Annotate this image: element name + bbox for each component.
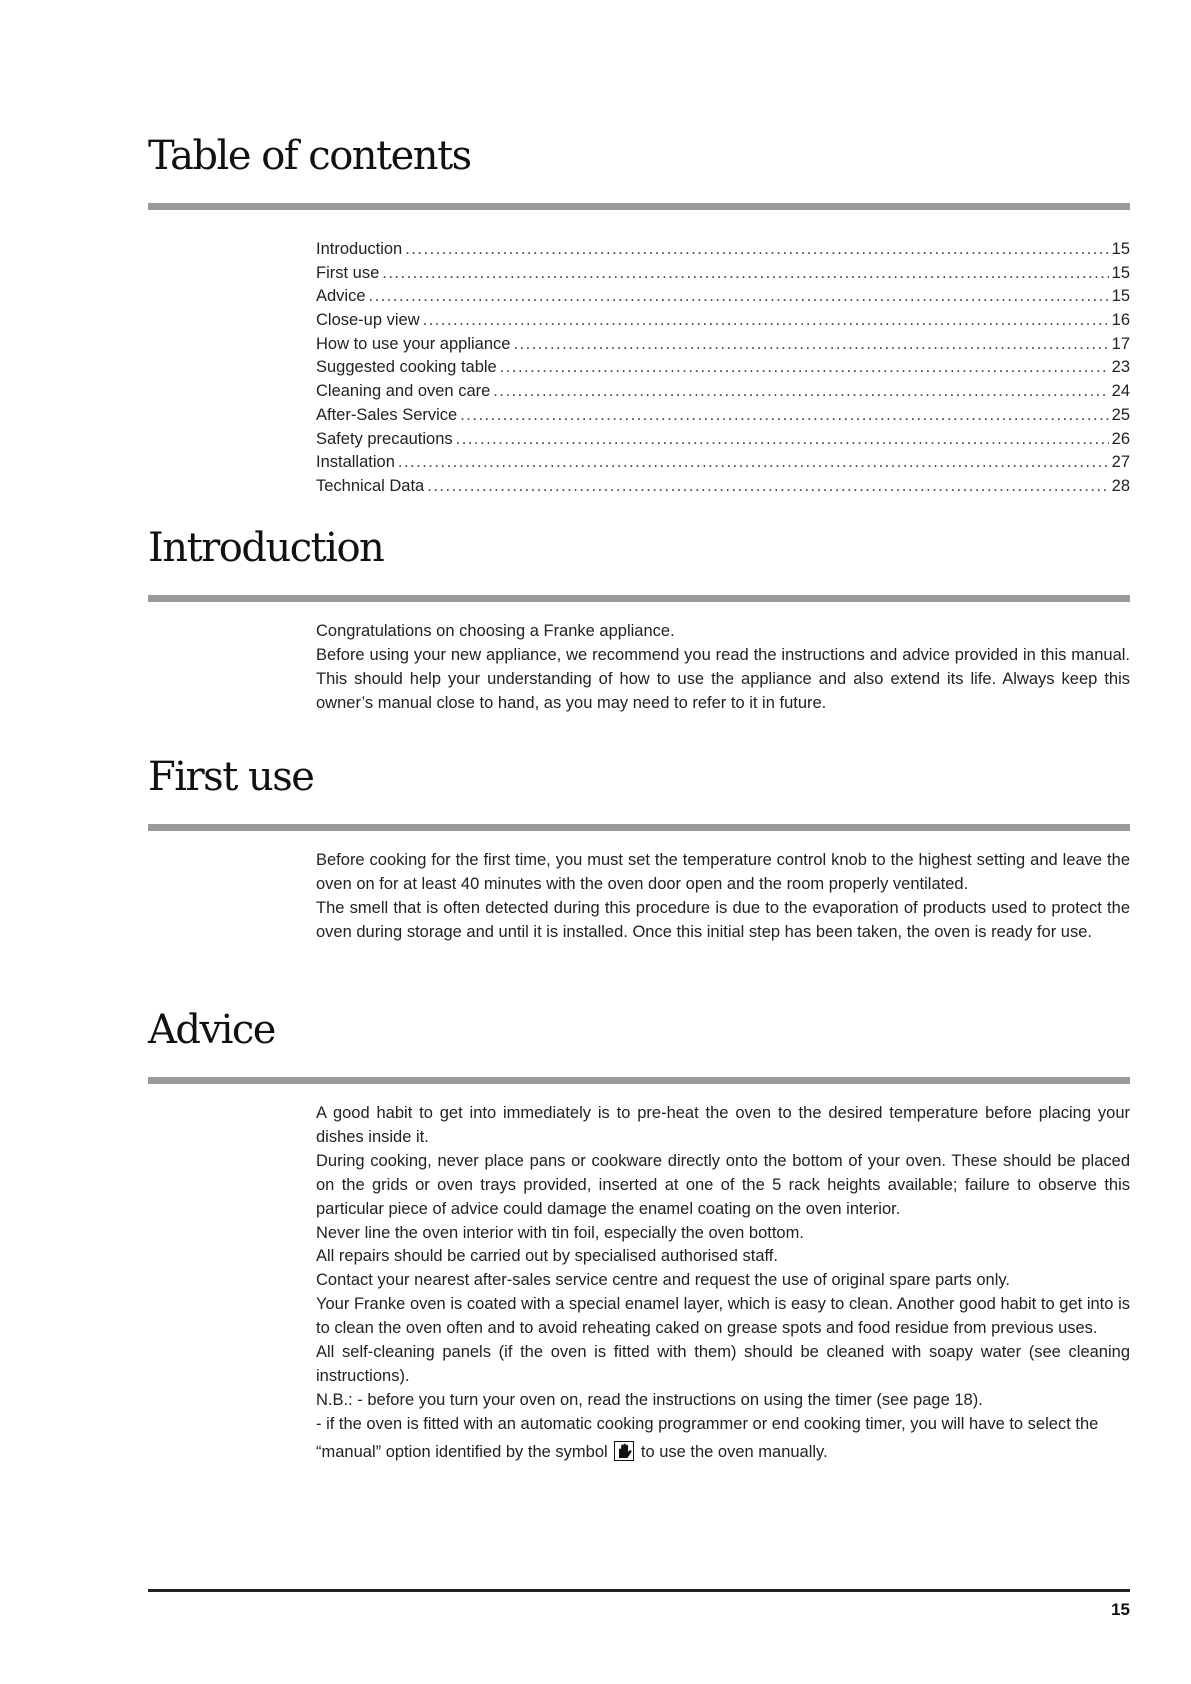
toc-item-safety[interactable] — [316, 428, 1130, 452]
toc-leader-dots — [369, 285, 1109, 309]
advice-final-text-before: “manual” option identified by the symbol — [316, 1442, 608, 1461]
toc-item-close-up-view[interactable] — [316, 309, 1130, 333]
toc-leader-dots — [427, 475, 1108, 499]
toc-item-label: Technical Data — [316, 476, 425, 495]
toc-leader-dots — [398, 451, 1109, 475]
toc-item-introduction[interactable] — [316, 238, 1130, 262]
toc-item-cooking-table[interactable] — [316, 356, 1130, 380]
toc-leader-dots — [405, 238, 1108, 262]
first-use-paragraph: The smell that is often detected during this procedure is due to the evaporation of products used to protect the oven during storage and until it is installed. Once this initial step has been taken, the oven is ready for use. — [316, 898, 1130, 941]
toc-item-how-to-use[interactable] — [316, 333, 1130, 357]
toc-heading: Table of contents — [148, 133, 471, 179]
toc-leader-dots — [423, 309, 1109, 333]
toc-item-page: 15 — [1111, 263, 1130, 282]
advice-paragraph: A good habit to get into immediately is to pre-heat the oven to the desired temperature before placing your dishes inside it. — [316, 1104, 1130, 1146]
advice-paragraph: - if the oven is fitted with an automatic cooking programmer or end cooking timer, you will have to select the — [316, 1414, 1099, 1433]
toc-item-page: 16 — [1111, 311, 1130, 330]
toc-item-technical-data[interactable] — [316, 475, 1130, 499]
toc-item-advice[interactable] — [316, 285, 1130, 309]
advice-paragraph: All self-cleaning panels (if the oven is fitted with them) should be cleaned with soapy water (see cleaning instructions). — [316, 1343, 1130, 1385]
introduction-body — [316, 620, 1130, 716]
toc-leader-dots — [493, 380, 1108, 404]
first-use-heading: First use — [148, 754, 314, 800]
toc-leader-dots — [460, 404, 1108, 428]
advice-final-text-after: to use the oven manually. — [640, 1442, 828, 1461]
first-use-body — [316, 849, 1130, 945]
toc-item-label: Advice — [316, 287, 366, 306]
toc-item-cleaning[interactable] — [316, 380, 1130, 404]
toc-item-label: How to use your appliance — [316, 334, 511, 353]
toc-item-page: 24 — [1111, 382, 1130, 401]
advice-body — [316, 1102, 1130, 1465]
toc-rule — [148, 203, 1130, 210]
toc-item-page: 15 — [1111, 240, 1130, 258]
toc-item-page: 23 — [1111, 358, 1130, 377]
toc-item-label: Installation — [316, 453, 395, 472]
toc-item-page: 17 — [1111, 334, 1130, 353]
toc-item-installation[interactable] — [316, 451, 1130, 475]
toc-item-label: First use — [316, 263, 380, 282]
introduction-paragraph: Before using your new appliance, we recommend you read the instructions and advice provided in this manual. This should help your understanding of how to use the appliance and also extend its life. Always keep this owner’s manual close to hand, as you may need to refer to it in future. — [316, 645, 1130, 712]
toc-leader-dots — [513, 333, 1108, 357]
advice-final-line — [316, 1441, 1130, 1465]
toc-item-label: Introduction — [316, 240, 403, 258]
introduction-paragraph: Congratulations on choosing a Franke appliance. — [316, 622, 675, 640]
toc-item-label: After-Sales Service — [316, 405, 458, 424]
toc-leader-dots — [500, 356, 1109, 380]
advice-paragraph: Your Franke oven is coated with a special enamel layer, which is easy to clean. Another good habit to get into is to clean the oven often and to avoid reheating caked on grease spots and food residue from previous uses. — [316, 1295, 1130, 1338]
page-number: 15 — [1111, 1600, 1130, 1619]
toc-item-label: Suggested cooking table — [316, 358, 497, 377]
toc-item-page: 15 — [1111, 287, 1130, 306]
toc-item-page: 25 — [1111, 405, 1130, 424]
advice-rule — [148, 1077, 1130, 1084]
toc-leader-dots — [382, 262, 1108, 286]
toc-item-page: 28 — [1111, 476, 1130, 495]
toc-item-page: 27 — [1111, 453, 1130, 472]
toc-list — [316, 238, 1130, 499]
advice-paragraph: During cooking, never place pans or cookware directly onto the bottom of your oven. These should be placed on the grids or oven trays provided, inserted at one of the 5 rack heights available; failure to observe this particular piece of advice could damage the enamel coating on the oven interior. — [316, 1151, 1130, 1218]
toc-item-first-use[interactable] — [316, 262, 1130, 286]
advice-paragraph: Never line the oven interior with tin foil, especially the oven bottom. — [316, 1223, 804, 1242]
toc-item-label: Cleaning and oven care — [316, 382, 491, 401]
introduction-heading: Introduction — [148, 525, 384, 571]
toc-item-page: 26 — [1111, 429, 1130, 448]
first-use-paragraph: Before cooking for the first time, you must set the temperature control knob to the highest setting and leave the oven on for at least 40 minutes with the oven door open and the room properly ventilated. — [316, 851, 1130, 893]
toc-item-after-sales[interactable] — [316, 404, 1130, 428]
advice-paragraph: All repairs should be carried out by specialised authorised staff. — [316, 1247, 778, 1266]
footer-rule — [148, 1589, 1130, 1592]
hand-icon — [614, 1441, 634, 1461]
toc-item-label: Safety precautions — [316, 429, 453, 448]
toc-leader-dots — [456, 428, 1109, 452]
first-use-rule — [148, 824, 1130, 831]
advice-paragraph: N.B.: - before you turn your oven on, read the instructions on using the timer (see page 18). — [316, 1390, 983, 1409]
advice-heading: Advice — [148, 1007, 275, 1053]
toc-item-label: Close-up view — [316, 311, 420, 330]
introduction-rule — [148, 595, 1130, 602]
advice-paragraph: Contact your nearest after-sales service centre and request the use of original spare parts only. — [316, 1271, 1010, 1290]
